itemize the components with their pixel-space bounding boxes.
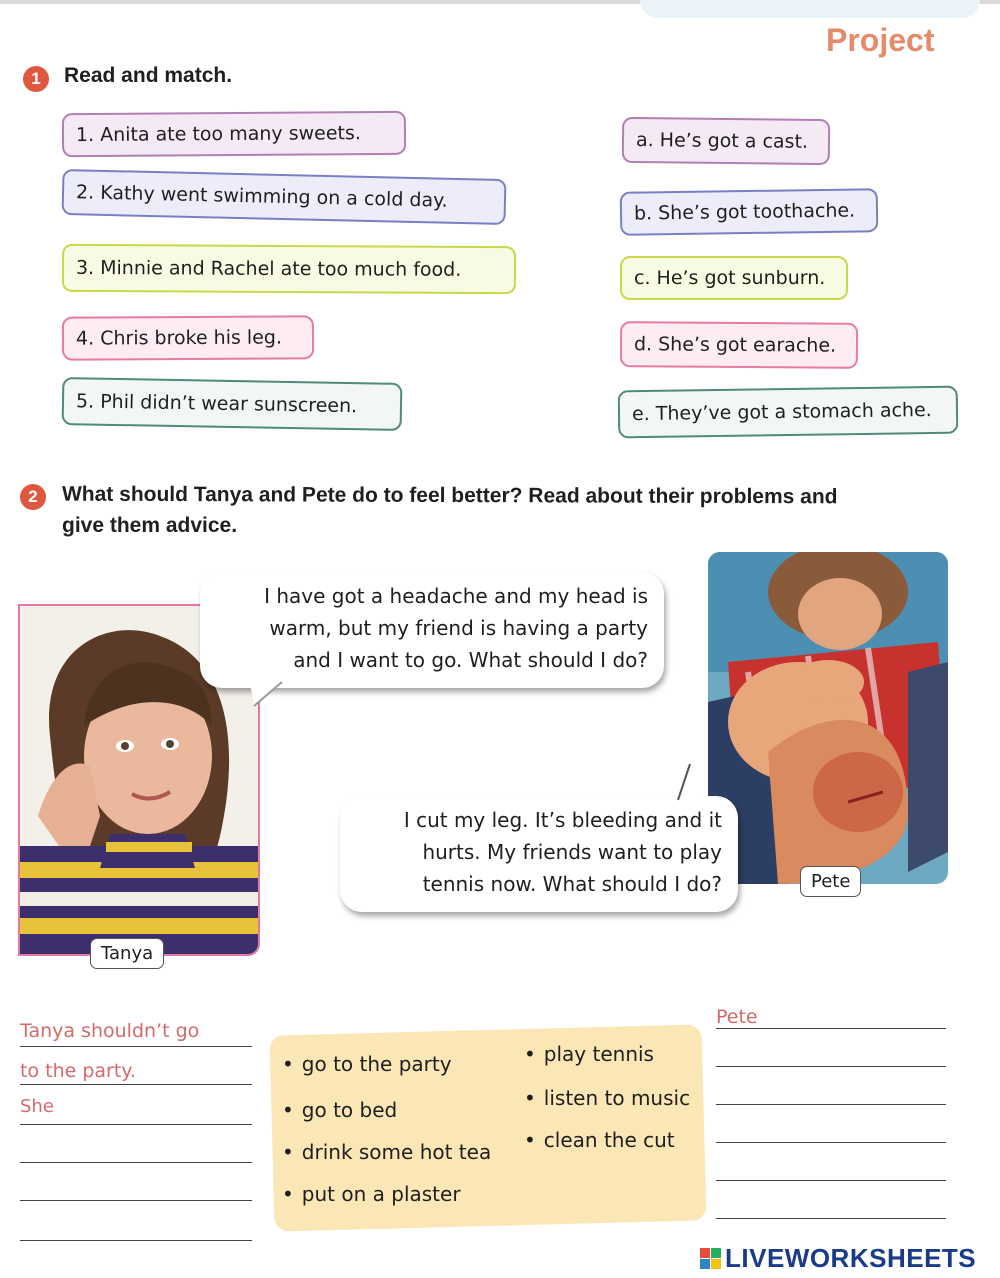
advice-listen-to-music: • listen to music <box>524 1086 690 1110</box>
project-title: Project <box>826 22 935 58</box>
tanya-bubble-tail <box>246 680 286 710</box>
advice-put-on-plaster: • put on a plaster <box>282 1182 461 1206</box>
answer-d[interactable]: d. She’s got earache. <box>620 321 858 369</box>
pete-writing-line-5[interactable] <box>716 1180 946 1181</box>
tanya-writing-line-4[interactable] <box>20 1162 252 1163</box>
advice-go-to-bed: • go to bed <box>282 1098 397 1122</box>
answer-c[interactable]: c. He’s got sunburn. <box>620 256 848 300</box>
section-2-heading-line-2: give them advice. <box>62 514 238 537</box>
pete-writing-line-3[interactable] <box>716 1104 946 1105</box>
pete-writing-line-1[interactable] <box>716 1028 946 1029</box>
logo-mark-icon <box>700 1248 721 1269</box>
tanya-speech-line-1: I have got a headache and my head is <box>264 584 648 608</box>
pete-speech-line-2: hurts. My friends want to play <box>422 840 722 864</box>
liveworksheets-logo <box>700 1243 976 1274</box>
advice-clean-the-cut: • clean the cut <box>524 1128 675 1152</box>
tanya-writing-line-5[interactable] <box>20 1200 252 1201</box>
pete-name-label: Pete <box>800 866 861 897</box>
problem-1[interactable]: 1. Anita ate too many sweets. <box>62 111 406 157</box>
pete-writing-line-2[interactable] <box>716 1066 946 1067</box>
pete-illustration <box>708 552 948 884</box>
section-1-number: 1 <box>23 66 49 92</box>
answer-e[interactable]: e. They’ve got a stomach ache. <box>618 386 959 439</box>
logo-text: LIVEWORKSHEETS <box>725 1243 977 1273</box>
section-1-heading: Read and match. <box>64 64 233 87</box>
advice-go-to-party: • go to the party <box>282 1052 452 1076</box>
advice-drink-hot-tea: • drink some hot tea <box>282 1140 491 1164</box>
section-2-number: 2 <box>20 484 46 510</box>
section-2-heading-line-1: What should Tanya and Pete do to feel better? Read about their problems and <box>61 482 838 509</box>
tanya-writing-line-3[interactable] <box>20 1124 252 1125</box>
problem-4[interactable]: 4. Chris broke his leg. <box>62 315 314 360</box>
pete-speech-bubble <box>340 796 738 912</box>
tanya-name-label: Tanya <box>90 938 164 969</box>
pete-speech-line-1: I cut my leg. It’s bleeding and it <box>403 808 722 832</box>
tanya-answer-line-1: Tanya shouldn’t go <box>20 1020 200 1042</box>
answer-a[interactable]: a. He’s got a cast. <box>622 117 830 165</box>
problem-5[interactable]: 5. Phil didn’t wear sunscreen. <box>62 377 403 431</box>
answer-b[interactable]: b. She’s got toothache. <box>620 188 879 236</box>
pete-answer-line-1: Pete <box>716 1006 758 1028</box>
tanya-writing-line-1[interactable] <box>20 1046 252 1047</box>
tanya-answer-line-2: to the party. <box>20 1060 136 1082</box>
pete-photo <box>708 552 948 884</box>
header-decoration <box>640 0 980 18</box>
problem-3[interactable]: 3. Minnie and Rachel ate too much food. <box>62 244 516 294</box>
tanya-speech-bubble <box>200 572 664 688</box>
tanya-speech-line-3: and I want to go. What should I do? <box>293 648 648 672</box>
tanya-writing-line-6[interactable] <box>20 1240 252 1241</box>
tanya-answer-line-3: She <box>20 1096 54 1117</box>
tanya-speech-line-2: warm, but my friend is having a party <box>269 616 648 640</box>
problem-2[interactable]: 2. Kathy went swimming on a cold day. <box>62 169 507 225</box>
tanya-writing-line-2[interactable] <box>20 1084 252 1085</box>
pete-writing-line-4[interactable] <box>716 1142 946 1143</box>
pete-writing-line-6[interactable] <box>716 1218 946 1219</box>
advice-play-tennis: • play tennis <box>524 1042 654 1066</box>
pete-bubble-tail <box>670 760 710 804</box>
pete-speech-line-3: tennis now. What should I do? <box>422 872 722 896</box>
